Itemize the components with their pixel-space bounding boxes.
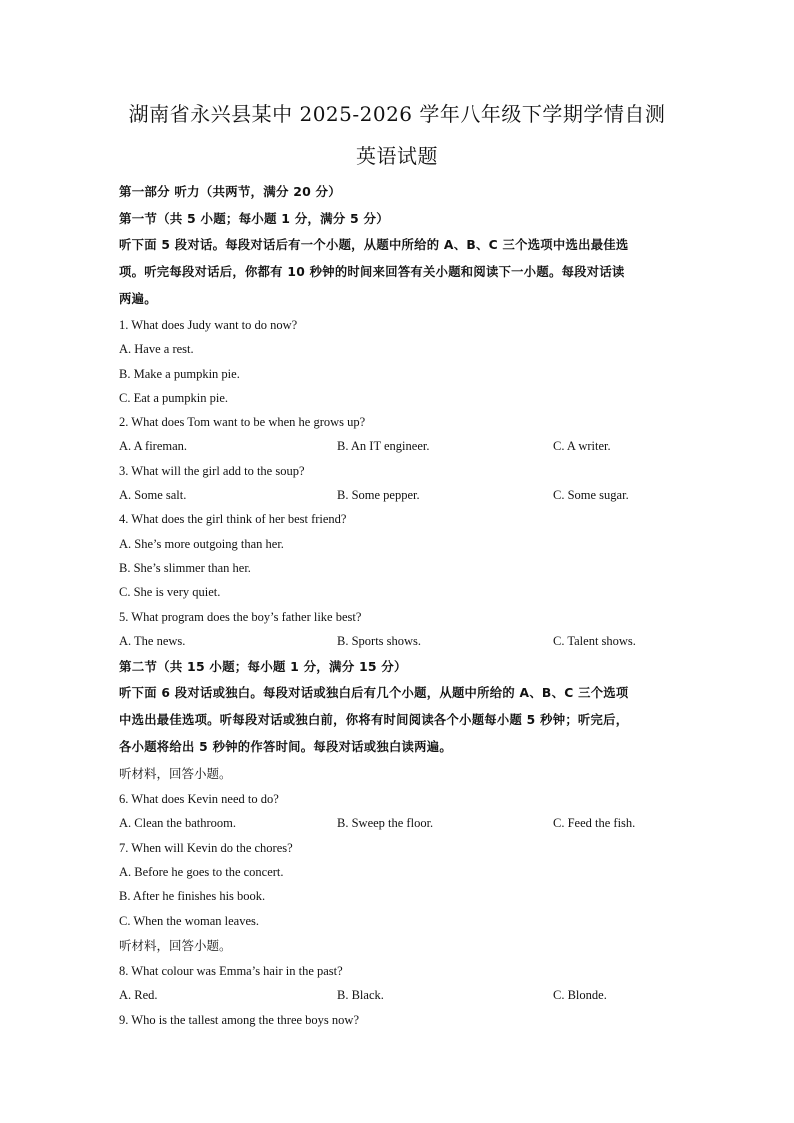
question-3-options	[119, 483, 689, 507]
part1-heading: 第一部分 听力（共两节，满分 20 分）	[119, 184, 341, 199]
section2-instructions	[119, 680, 689, 761]
instruction-line: 各小题将给出 5 秒钟的作答时间。每段对话或独白读两遍。	[119, 740, 452, 755]
instruction-line: 项。听完每段对话后，你都有 10 秒钟的时间来回答有关小题和阅读下一小题。每段对话读	[119, 265, 625, 279]
question-6-option-a[interactable]: A. Clean the bathroom.	[119, 816, 236, 831]
question-6-option-b[interactable]: B. Sweep the floor.	[337, 816, 434, 831]
question-5-options	[119, 629, 689, 653]
exam-content	[119, 178, 689, 1032]
question-2-option-c[interactable]: C. A writer.	[553, 439, 611, 454]
question-8-options	[119, 983, 689, 1007]
instruction-line: 中选出最佳选项。听每段对话或独白前，你将有时间阅读各个小题每小题 5 秒钟；听完后，	[119, 713, 629, 728]
question-8-option-a[interactable]: A. Red.	[119, 988, 158, 1003]
instruction-line: 听下面 5 段对话。每段对话后有一个小题，从题中所给的 A、B、C 三个选项中选出最佳选	[119, 238, 629, 252]
question-6-option-c[interactable]: C. Feed the fish.	[553, 816, 636, 831]
exam-subtitle: 英语试题	[356, 144, 438, 168]
question-2-stem: 2. What does Tom want to be when he grows up?	[119, 415, 366, 430]
question-2-option-b[interactable]: B. An IT engineer.	[337, 439, 430, 454]
question-3-option-a[interactable]: A. Some salt.	[119, 488, 187, 503]
question-5-option-c[interactable]: C. Talent shows.	[553, 633, 636, 648]
question-1-stem: 1. What does Judy want to do now?	[119, 318, 298, 332]
question-7-option-c[interactable]: C. When the woman leaves.	[119, 913, 260, 928]
question-5-option-b[interactable]: B. Sports shows.	[337, 633, 422, 648]
question-7-option-b[interactable]: B. After he finishes his book.	[119, 889, 266, 904]
question-2-options	[119, 434, 689, 458]
exam-title: 湖南省永兴县某中 2025-2026 学年八年级下学期学情自测	[128, 102, 666, 126]
question-1-option-b[interactable]: B. Make a pumpkin pie.	[119, 366, 240, 381]
question-4-stem: 4. What does the girl think of her best friend?	[119, 512, 347, 527]
section1-instructions	[119, 232, 689, 313]
section1-heading: 第一节（共 5 小题；每小题 1 分，满分 5 分）	[119, 211, 389, 226]
question-1-option-a[interactable]: A. Have a rest.	[119, 342, 194, 357]
question-3-option-c[interactable]: C. Some sugar.	[553, 488, 629, 503]
instruction-line: 听下面 6 段对话或独白。每段对话或独白后有几个小题，从题中所给的 A、B、C 三个选项	[119, 686, 629, 701]
material-label: 听材料，回答小题。	[119, 766, 232, 782]
instruction-line: 两遍。	[119, 292, 157, 306]
question-4-option-b[interactable]: B. She’s slimmer than her.	[119, 560, 251, 575]
question-1-option-c[interactable]: C. Eat a pumpkin pie.	[119, 390, 229, 405]
question-5-option-a[interactable]: A. The news.	[119, 633, 186, 648]
question-3-option-b[interactable]: B. Some pepper.	[337, 488, 420, 503]
question-5-stem: 5. What program does the boy’s father like best?	[119, 609, 362, 624]
question-4-option-a[interactable]: A. She’s more outgoing than her.	[119, 536, 284, 551]
question-8-option-c[interactable]: C. Blonde.	[553, 988, 607, 1003]
question-6-stem: 6. What does Kevin need to do?	[119, 792, 279, 807]
question-8-stem: 8. What colour was Emma’s hair in the past?	[119, 963, 343, 978]
question-9-stem: 9. Who is the tallest among the three boys now?	[119, 1012, 359, 1027]
material-label: 听材料，回答小题。	[119, 937, 232, 953]
section2-heading: 第二节（共 15 小题；每小题 1 分，满分 15 分）	[119, 659, 407, 675]
question-3-stem: 3. What will the girl add to the soup?	[119, 463, 305, 478]
question-6-options	[119, 811, 689, 835]
question-4-option-c[interactable]: C. She is very quiet.	[119, 585, 221, 600]
question-7-stem: 7. When will Kevin do the chores?	[119, 840, 293, 855]
question-8-option-b[interactable]: B. Black.	[337, 988, 384, 1003]
question-7-option-a[interactable]: A. Before he goes to the concert.	[119, 865, 284, 880]
question-2-option-a[interactable]: A. A fireman.	[119, 439, 188, 454]
